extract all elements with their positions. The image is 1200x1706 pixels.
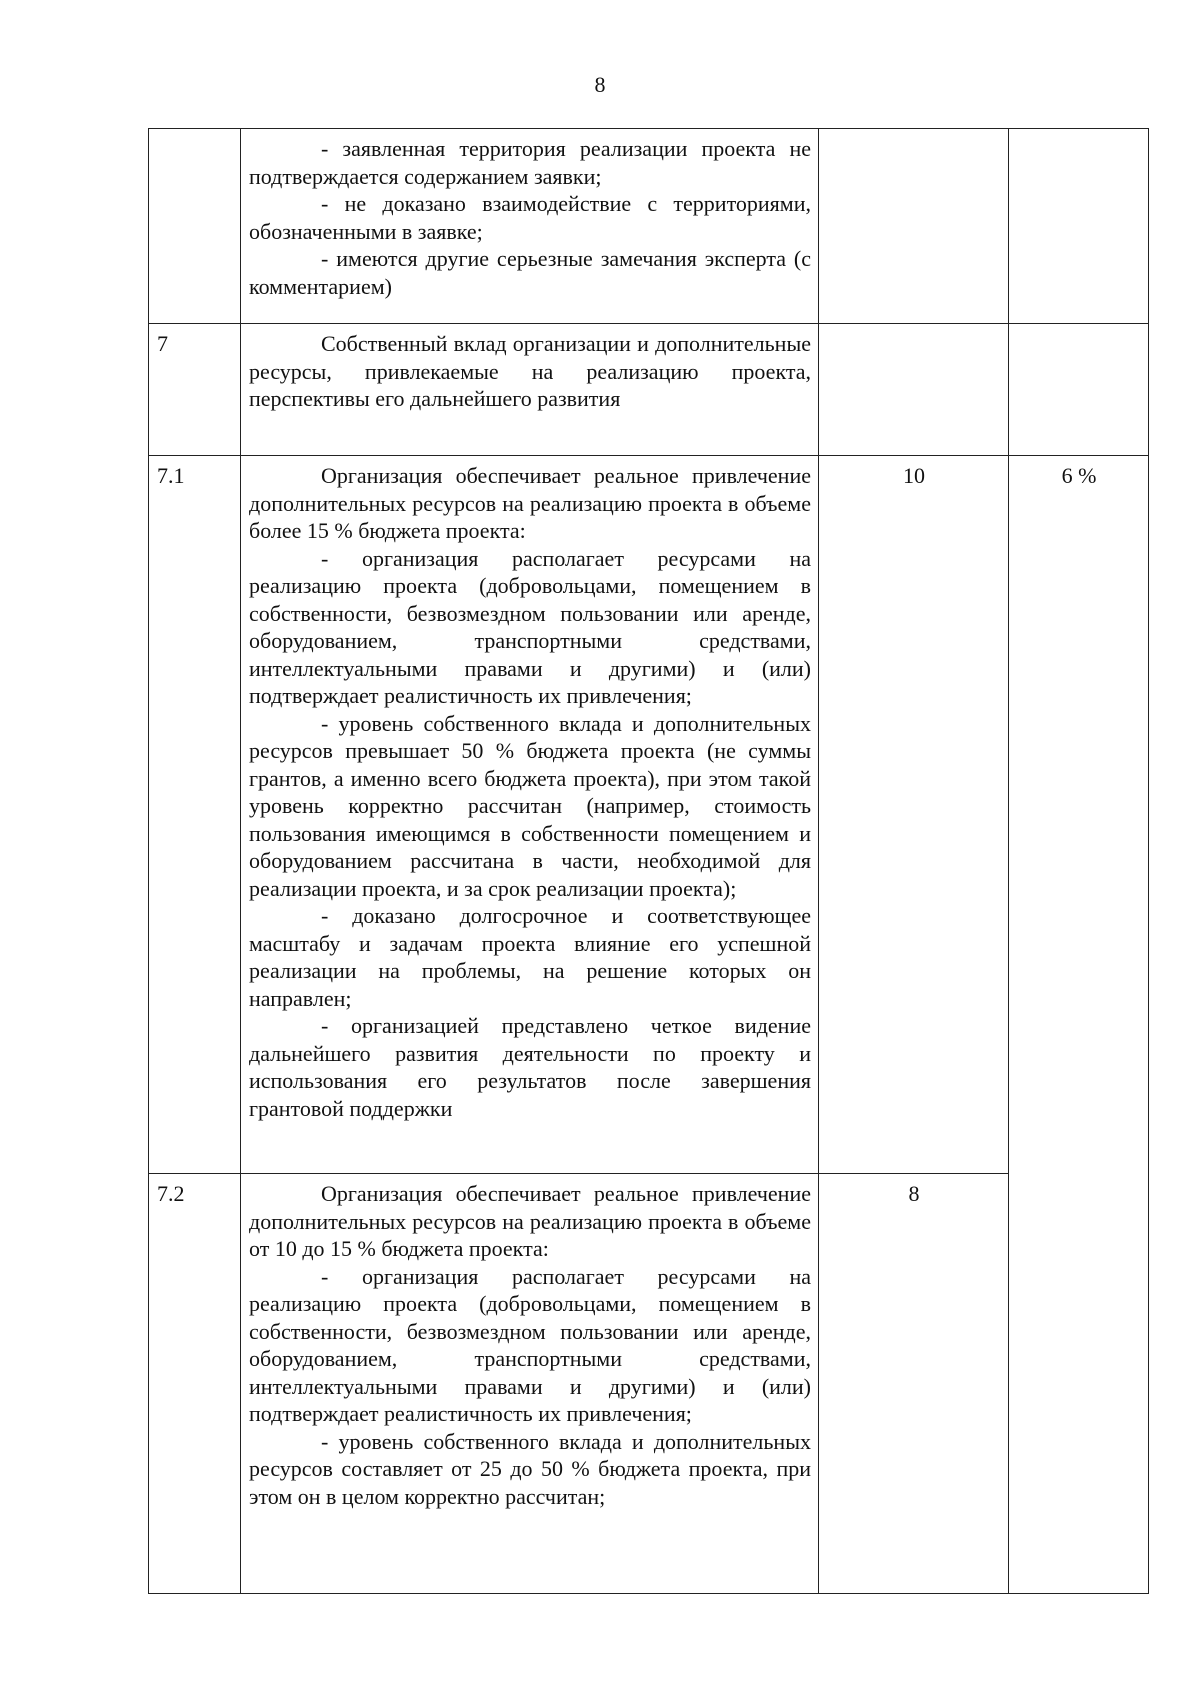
- row-number: 7: [149, 324, 241, 456]
- weight-cell: 6 %: [1009, 456, 1149, 1594]
- page-number: 8: [594, 72, 606, 97]
- table-row: [149, 456, 1149, 1174]
- criterion-text: [241, 456, 819, 1174]
- row-number: 7.2: [149, 1174, 241, 1594]
- criterion-paragraph: - не доказано взаимодействие с территориями, обозначенными в заявке;: [249, 191, 811, 244]
- criterion-paragraph: - имеются другие серьезные замечания эксперта (с комментарием): [249, 246, 811, 299]
- criterion-paragraph: - заявленная территория реализации проекта не подтверждается содержанием заявки;: [249, 136, 811, 189]
- row-number: [149, 129, 241, 324]
- table-row: [149, 129, 1149, 324]
- score-cell: [819, 129, 1009, 324]
- criterion-text: [241, 129, 819, 324]
- score-cell: 8: [819, 1174, 1009, 1594]
- criterion-paragraph: - организация располагает ресурсами на реализацию проекта (добровольцами, помещением в собственности, безвозмездном пользовании или аренде, оборудованием, транспортными средствами, интеллектуальными правами и другими) и (или) подтверждает реалистичность их привлечения;: [249, 1263, 811, 1426]
- table-row: [149, 1174, 1149, 1594]
- criterion-paragraph: - уровень собственного вклада и дополнительных ресурсов составляет от 25 до 50 % бюджета проекта, при этом он в целом корректно рассчитан;: [249, 1428, 811, 1509]
- weight-cell: [1009, 324, 1149, 456]
- criterion-paragraph: Организация обеспечивает реальное привлечение дополнительных ресурсов на реализацию проекта в объеме от 10 до 15 % бюджета проекта:: [249, 1181, 811, 1261]
- criterion-paragraph: - организация располагает ресурсами на реализацию проекта (добровольцами, помещением в собственности, безвозмездном пользовании или аренде, оборудованием, транспортными средствами, интеллектуальными правами и другими) и (или) подтверждает реалистичность их привлечения;: [249, 545, 811, 708]
- weight-cell: [1009, 129, 1149, 324]
- criterion-paragraph: - организацией представлено четкое видение дальнейшего развития деятельности по проекту и использования его результатов после завершения грантовой поддержки: [249, 1013, 811, 1121]
- table-row: [149, 324, 1149, 456]
- criterion-text: [241, 1174, 819, 1594]
- criterion-text: [241, 324, 819, 456]
- criteria-table: [148, 128, 1149, 1594]
- criterion-paragraph: - доказано долгосрочное и соответствующее масштабу и задачам проекта влияние его успешной реализации на проблемы, на решение которых он направлен;: [249, 903, 811, 1011]
- criterion-paragraph: Организация обеспечивает реальное привлечение дополнительных ресурсов на реализацию проекта в объеме более 15 % бюджета проекта:: [249, 463, 811, 543]
- criterion-paragraph: - уровень собственного вклада и дополнительных ресурсов превышает 50 % бюджета проекта (не суммы грантов, а именно всего бюджета проекта), при этом такой уровень корректно рассчитан (например, стоимость пользования имеющимся в собственности помещением и оборудованием рассчитана в части, необходимой для реализации проекта, и за срок реализации проекта);: [249, 710, 811, 901]
- criterion-paragraph: Собственный вклад организации и дополнительные ресурсы, привлекаемые на реализацию проекта, перспективы его дальнейшего развития: [249, 331, 811, 411]
- score-cell: 10: [819, 456, 1009, 1174]
- row-number: 7.1: [149, 456, 241, 1174]
- score-cell: [819, 324, 1009, 456]
